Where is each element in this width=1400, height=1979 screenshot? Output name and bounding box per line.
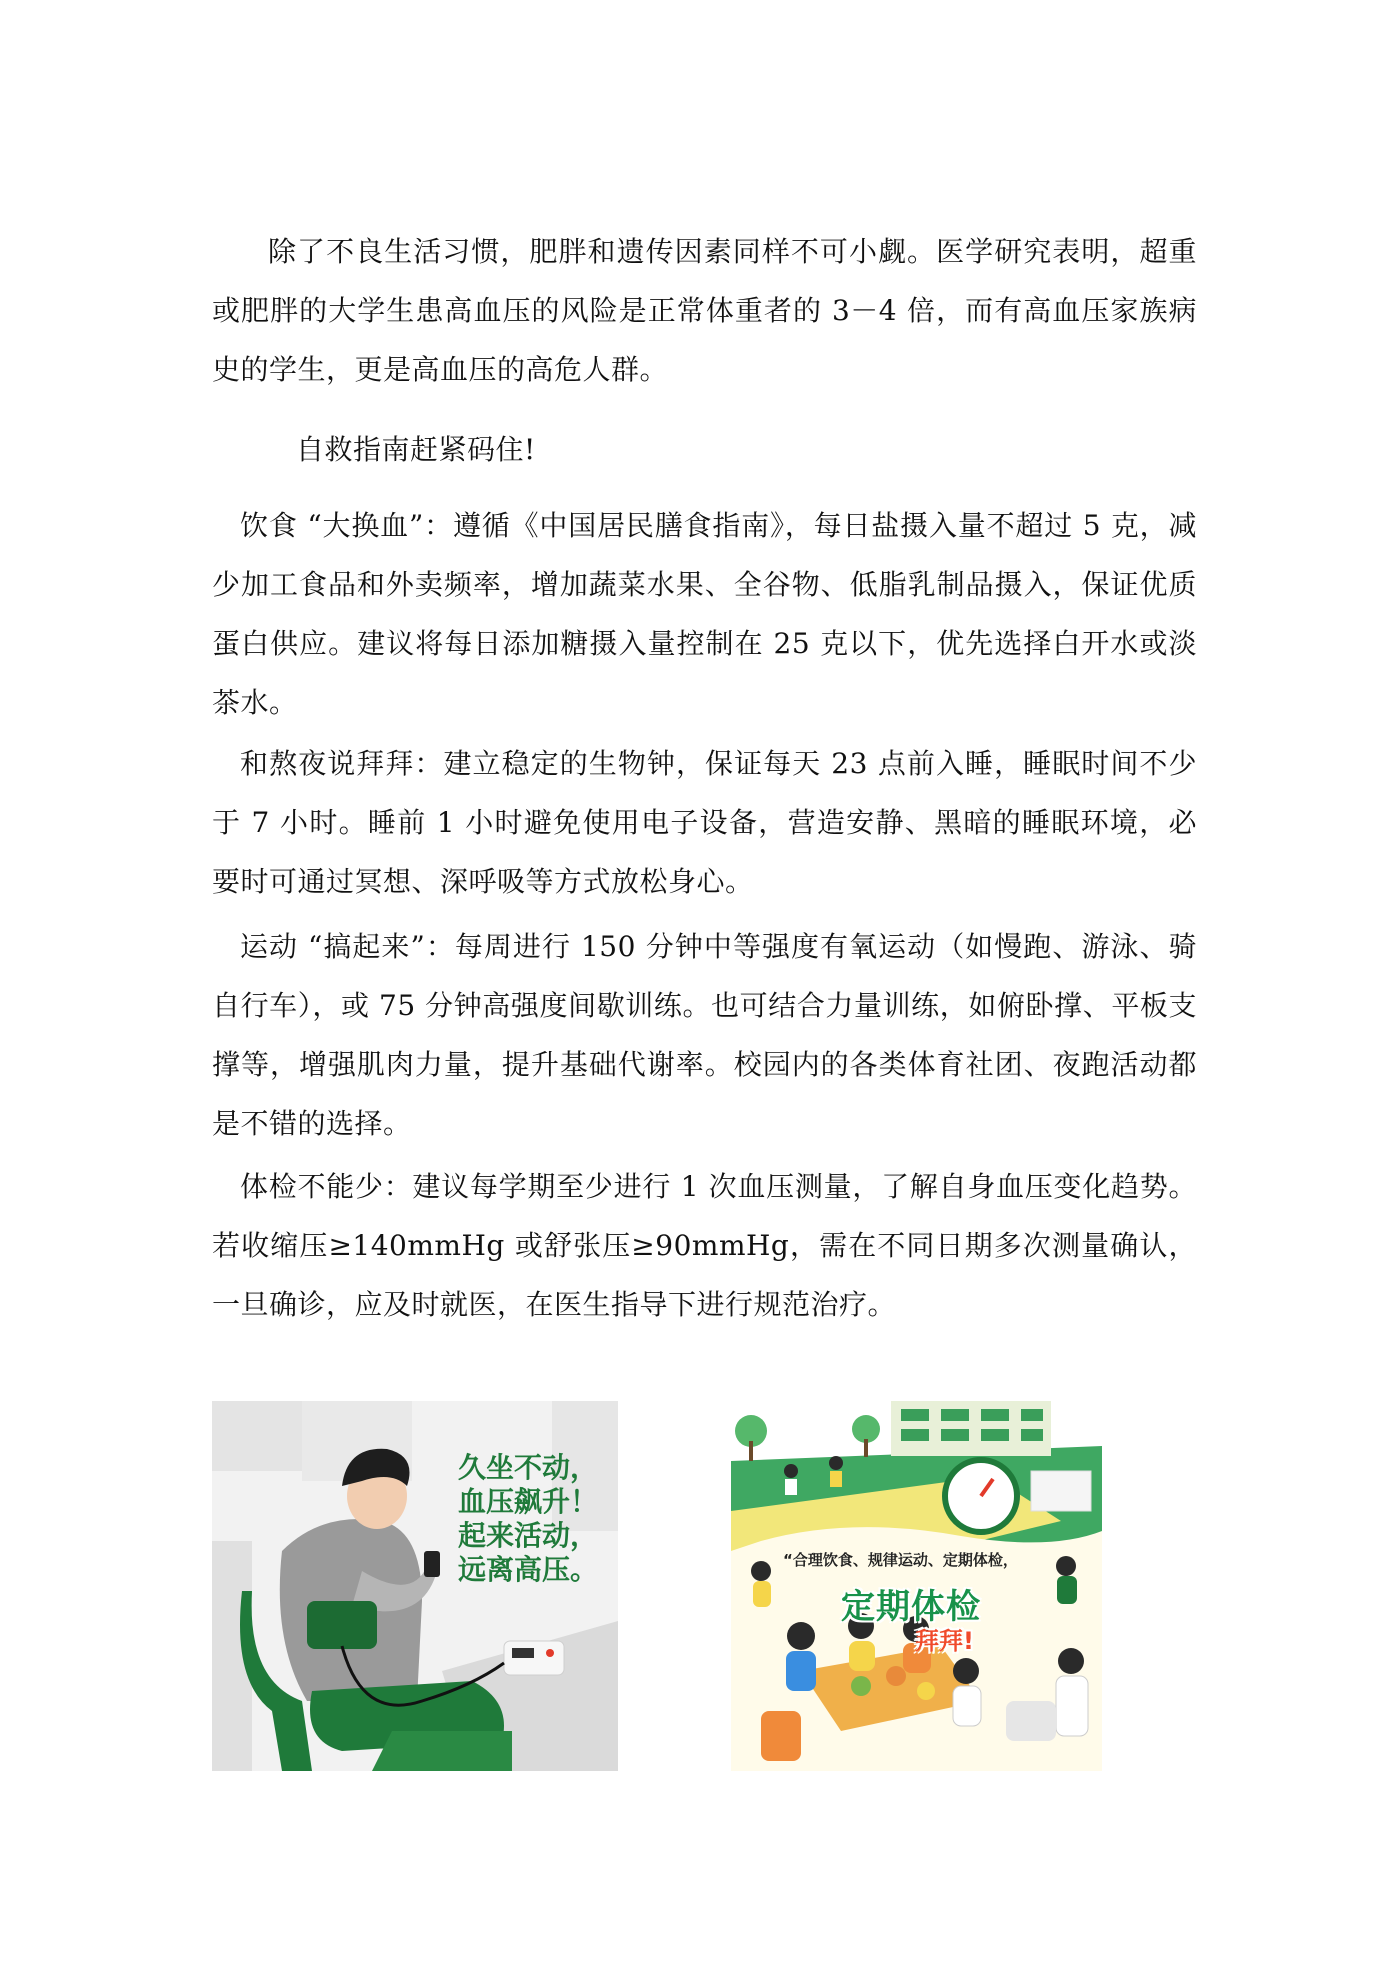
slogan-line: 血压飙升！ [458, 1485, 599, 1518]
illustration-sitting-student [212, 1401, 618, 1771]
left-slogan [458, 1451, 618, 1587]
slogan-headline: 定期体检 [841, 1587, 981, 1627]
illustration-campus-health [731, 1401, 1102, 1771]
paragraph-guide-heading [212, 420, 1197, 479]
paragraph-checkup [212, 1157, 1197, 1334]
slogan-line: 久坐不动， [458, 1451, 599, 1484]
paragraph-text: 运动 “搞起来”：每周进行 150 分钟中等强度有氧运动（如慢跑、游泳、骑自行车），或 75 分钟高强度间歇训练。也可结合力量训练，如俯卧撑、平板支撑等，增强肌肉力量，提升基础代谢率。校园内的各类体育社团、夜跑活动都是不错的选择。 [212, 930, 1197, 1140]
slogan-bye: 拜拜! [915, 1627, 974, 1655]
paragraph-text: 饮食 “大换血”：遵循《中国居民膳食指南》，每日盐摄入量不超过 5 克，减少加工食品和外卖频率，增加蔬菜水果、全谷物、低脂乳制品摄入，保证优质蛋白供应。建议将每日添加糖摄入量控制在 25 克以下，优先选择白开水或淡茶水。 [212, 509, 1197, 719]
slogan-line: 起来活动， [458, 1519, 599, 1552]
paragraph-obesity-risk [212, 222, 1197, 399]
guide-heading: 自救指南赶紧码住! [296, 433, 536, 466]
slogan-line: 远离高压。 [458, 1553, 599, 1586]
paragraph-text: 体检不能少：建议每学期至少进行 1 次血压测量，了解自身血压变化趋势。若收缩压≥140mmHg 或舒张压≥90mmHg，需在不同日期多次测量确认，一旦确诊，应及时就医，在医生指导下进行规范治疗。 [212, 1170, 1197, 1321]
paragraph-text: 除了不良生活习惯，肥胖和遗传因素同样不可小觑。医学研究表明，超重或肥胖的大学生患高血压的风险是正常体重者的 3－4 倍，而有高血压家族病史的学生，更是高血压的高危人群。 [212, 235, 1197, 386]
slogan-quote: “合理饮食、规律运动、定期体检， [783, 1551, 1018, 1569]
paragraph-diet [212, 496, 1197, 732]
paragraph-exercise [212, 917, 1197, 1153]
paragraph-text: 和熬夜说拜拜：建立稳定的生物钟，保证每天 23 点前入睡，睡眠时间不少于 7 小时。睡前 1 小时避免使用电子设备，营造安静、黑暗的睡眠环境，必要时可通过冥想、深呼吸等方式放松身心。 [212, 747, 1197, 898]
paragraph-sleep [212, 734, 1197, 911]
